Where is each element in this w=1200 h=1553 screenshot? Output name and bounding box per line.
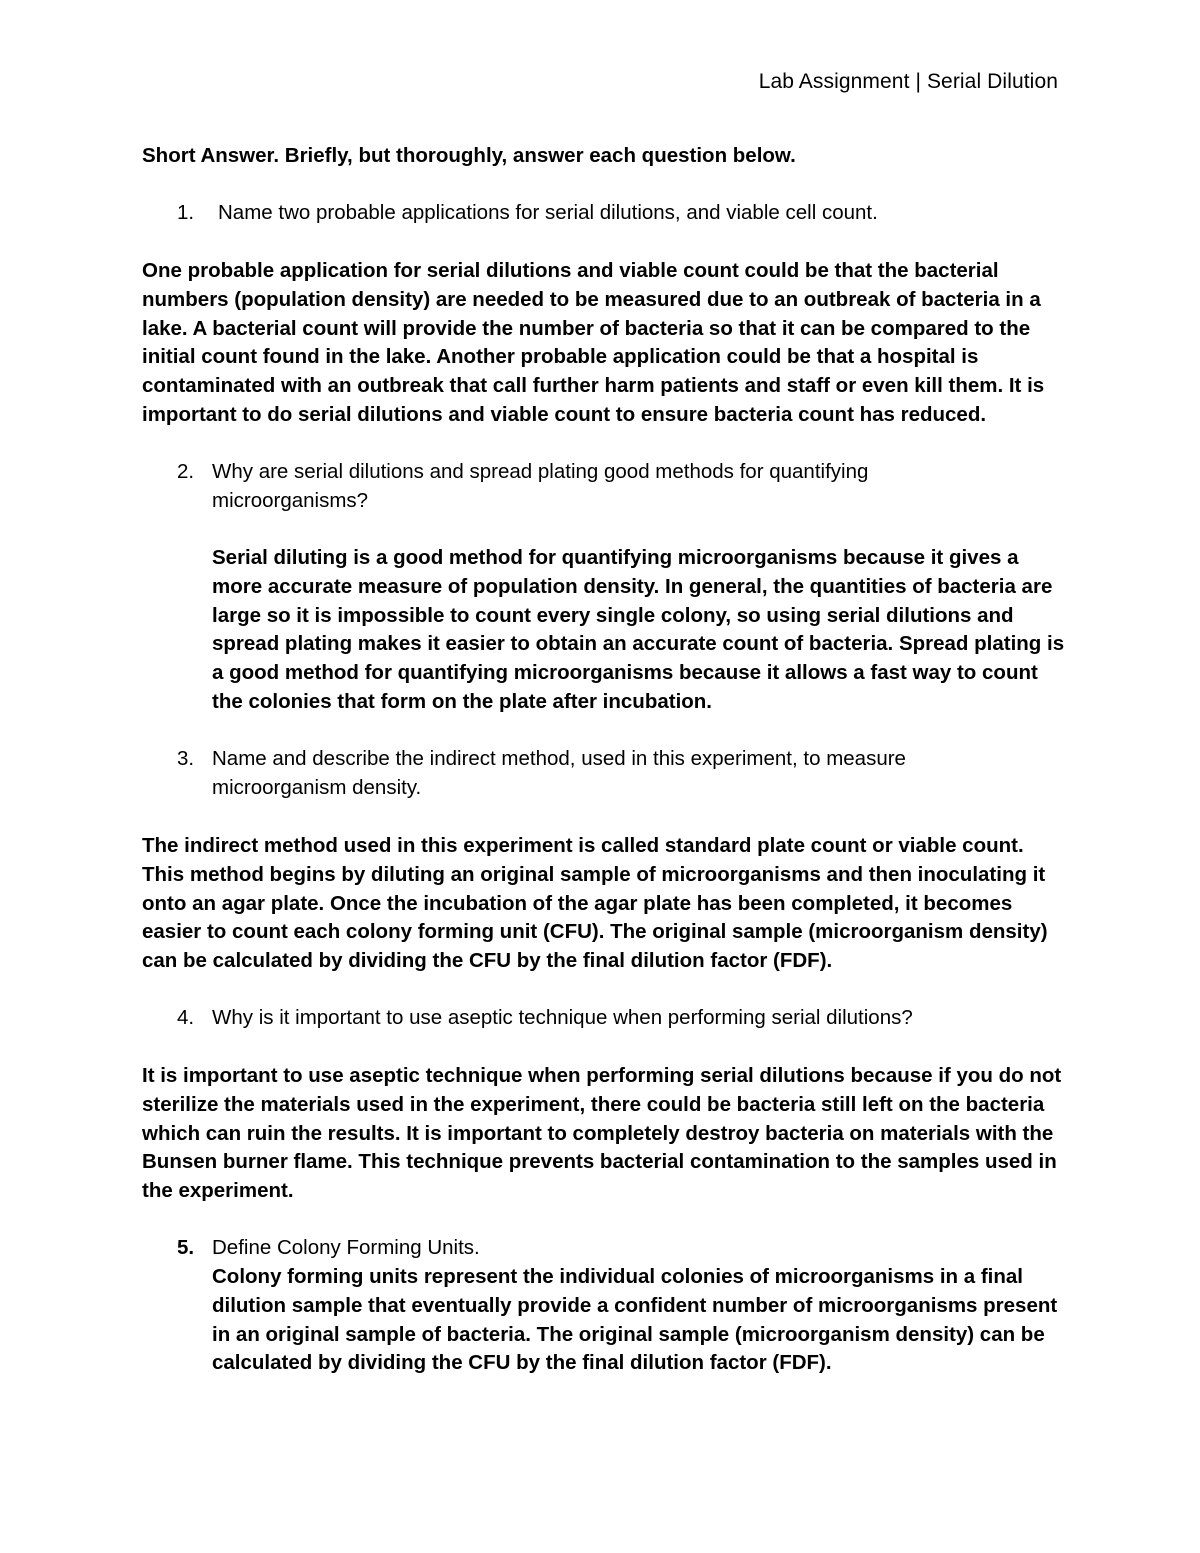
question-text: Why are serial dilutions and spread plating good methods for quantifying microorganisms?	[212, 460, 869, 512]
question-text: Name two probable applications for serial dilutions, and viable cell count.	[218, 201, 878, 224]
question-text: Name and describe the indirect method, used in this experiment, to measure microorganism density.	[212, 747, 906, 799]
answer-2: Serial diluting is a good method for quantifying microorganisms because it gives a more accurate measure of population density. In general, the quantities of bacteria are large so it is impossible to count every single colony, so using serial dilutions and spread plating makes it easier to obtain an accurate count of bacteria. Spread plating is a good method for quantifying microorganisms because it allows a fast way to count the colonies that form on the plate after incubation.	[212, 546, 1065, 713]
question-number: 2.	[177, 460, 195, 483]
page-header: Lab Assignment | Serial Dilution	[758, 70, 1058, 93]
question-number: 1.	[177, 201, 195, 224]
question-number: 3.	[177, 747, 195, 770]
intro-instructions: Short Answer. Briefly, but thoroughly, answer each question below.	[142, 144, 796, 167]
question-number: 4.	[177, 1006, 195, 1029]
answer-5: Colony forming units represent the individual colonies of microorganisms in a final dilution sample that eventually provide a confident number of microorganisms present in an original sample of bacteria. The original sample (microorganism density) can be calculated by dividing the CFU by the final dilution factor (FDF).	[212, 1265, 1058, 1375]
answer-1: One probable application for serial dilutions and viable count could be that the bacterial numbers (population density) are needed to be measured due to an outbreak of bacteria in a lake. A bacterial count will provide the number of bacteria so that it can be compared to the initial count found in the lake. Another probable application could be that a hospital is contaminated with an outbreak that call further harm patients and staff or even kill them. It is important to do serial dilutions and viable count to ensure bacteria count has reduced.	[142, 259, 1045, 426]
question-text: Why is it important to use aseptic technique when performing serial dilutions?	[212, 1006, 913, 1029]
answer-3: The indirect method used in this experiment is called standard plate count or viable count. This method begins by diluting an original sample of microorganisms and then inoculating it onto an agar plate. Once the incubation of the agar plate has been completed, it becomes easier to count each colony forming unit (CFU). The original sample (microorganism density) can be calculated by dividing the CFU by the final dilution factor (FDF).	[142, 834, 1048, 973]
question-number: 5.	[177, 1236, 195, 1259]
question-text: Define Colony Forming Units.	[212, 1236, 480, 1259]
answer-4: It is important to use aseptic technique when performing serial dilutions because if you do not sterilize the materials used in the experiment, there could be bacteria still left on the bacteria which can ruin the results. It is important to completely destroy bacteria on materials with the Bunsen burner flame. This technique prevents bacterial contamination to the samples used in the experiment.	[142, 1064, 1062, 1203]
